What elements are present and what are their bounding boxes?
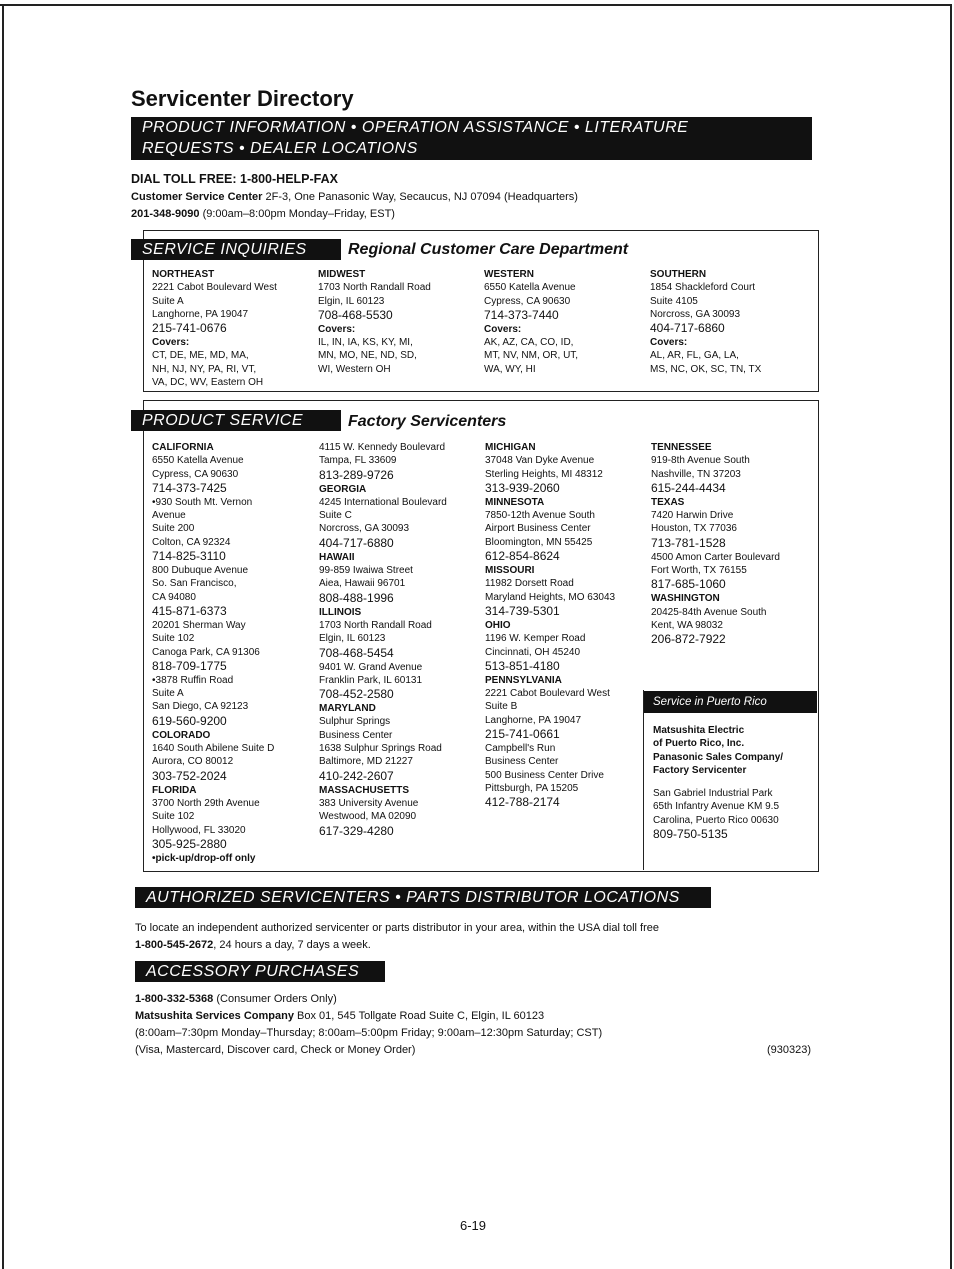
address-line: 500 Business Center Drive: [485, 769, 604, 781]
address-line: 7420 Harwin Drive: [651, 510, 734, 522]
address-line: Cypress, CA 90630: [484, 295, 571, 307]
address-line: Cypress, CA 90630: [152, 468, 239, 480]
address-line: •3878 Ruffin Road: [152, 674, 234, 686]
address-line: 1638 Sulphur Springs Road: [319, 743, 442, 755]
state-heading: MINNESOTA: [485, 496, 545, 508]
address-line: 20201 Sherman Way: [152, 619, 246, 631]
address-line: 2221 Cabot Boulevard West: [485, 688, 610, 700]
address-line: Franklin Park, IL 60131: [319, 674, 423, 686]
covers-line: MN, MO, NE, ND, SD,: [318, 350, 417, 362]
address-line: Campbell's Run: [485, 743, 556, 755]
service-inquiries-label: SERVICE INQUIRIES: [131, 239, 341, 260]
accessory-phone: 1-800-332-5368: [135, 993, 214, 1005]
covers-line: VA, DC, WV, Eastern OH: [152, 377, 264, 389]
region-name: SOUTHERN: [650, 269, 707, 280]
region-name: WESTERN: [484, 269, 534, 280]
address-line: 1640 South Abilene Suite D: [152, 743, 275, 755]
address-line: Bloomington, MN 55425: [485, 536, 593, 548]
address-line: Sulphur Springs: [319, 716, 391, 728]
region-name: NORTHEAST: [152, 269, 215, 280]
address-line: Hollywood, FL 33020: [152, 824, 246, 836]
state-heading: GEORGIA: [319, 483, 367, 495]
address-line: Suite 4105: [650, 295, 698, 307]
address-line: Elgin, IL 60123: [318, 295, 385, 307]
state-heading: MASSACHUSETTS: [319, 784, 410, 796]
product-service-label: PRODUCT SERVICE: [131, 410, 341, 431]
covers-line: MS, NC, OK, SC, TN, TX: [650, 363, 762, 375]
covers-label: Covers:: [318, 323, 356, 335]
region-name: MIDWEST: [318, 269, 366, 280]
phone-number: 410-242-2607: [319, 768, 394, 783]
phone-number: 215-741-0676: [152, 321, 227, 336]
state-heading: OHIO: [485, 619, 511, 631]
covers-line: AK, AZ, CA, CO, ID,: [484, 337, 574, 349]
accessory-company: Matsushita Services Company: [135, 1010, 294, 1022]
address-line: 6550 Katella Avenue: [152, 455, 244, 467]
address-line: Westwood, MA 02090: [319, 811, 417, 823]
address-line: Maryland Heights, MO 63043: [485, 591, 616, 603]
address-line: 11982 Dorsett Road: [485, 578, 574, 590]
phone-number: 404-717-6880: [319, 535, 394, 550]
address-line: 37048 Van Dyke Avenue: [485, 455, 595, 467]
authorized-bar: AUTHORIZED SERVICENTERS • PARTS DISTRIBUTOR LOCATIONS: [135, 887, 711, 908]
address-line: 3700 North 29th Avenue: [152, 797, 260, 809]
state-heading: CALIFORNIA: [152, 442, 214, 453]
servicenter-column: [485, 441, 645, 810]
address-line: Suite A: [152, 295, 184, 307]
covers-line: WA, WY, HI: [484, 363, 536, 375]
address-line: 383 University Avenue: [319, 797, 419, 809]
address-line: 1703 North Randall Road: [318, 282, 431, 294]
phone-number: 708-468-5530: [318, 307, 393, 322]
covers-line: AL, AR, FL, GA, LA,: [650, 350, 739, 362]
state-heading: MISSOURI: [485, 565, 535, 577]
phone-number: 404-717-6860: [650, 321, 725, 336]
phone-number: 412-788-2174: [485, 795, 560, 810]
state-heading: MARYLAND: [319, 703, 376, 715]
address-line: Tampa, FL 33609: [319, 455, 397, 467]
phone-number: 817-685-1060: [651, 577, 726, 592]
address-line: CA 94080: [152, 591, 196, 603]
headquarters-info: [131, 189, 578, 223]
address-line: 6550 Katella Avenue: [484, 282, 576, 294]
state-heading: TENNESSEE: [651, 442, 712, 453]
address-line: So. San Francisco,: [152, 578, 237, 590]
region-column: [152, 268, 312, 389]
address-line: 800 Dubuque Avenue: [152, 565, 249, 577]
phone-number: 713-781-1528: [651, 535, 726, 550]
state-heading: TEXAS: [651, 496, 685, 508]
accessory-address: Box 01, 545 Tollgate Road Suite C, Elgin, IL 60123: [293, 1010, 545, 1022]
covers-label: Covers:: [484, 323, 522, 335]
covers-label: Covers:: [152, 337, 190, 349]
address-line: 919-8th Avenue South: [651, 455, 750, 467]
address-line: •930 South Mt. Vernon: [152, 496, 253, 508]
covers-line: NH, NJ, NY, PA, RI, VT,: [152, 363, 257, 375]
address-line: Carolina, Puerto Rico 00630: [653, 814, 779, 826]
address-line: 4245 International Boulevard: [319, 496, 447, 508]
address-line: 7850-12th Avenue South: [485, 510, 595, 522]
servicenter-column: [319, 441, 479, 839]
authorized-phone: 1-800-545-2672: [135, 939, 214, 951]
address-line: Aurora, CO 80012: [152, 756, 234, 768]
address-line: 2221 Cabot Boulevard West: [152, 282, 277, 294]
address-line: Business Center: [485, 756, 559, 768]
covers-line: CT, DE, ME, MD, MA,: [152, 350, 249, 362]
address-line: Norcross, GA 30093: [319, 523, 410, 535]
puerto-rico-bar: Service in Puerto Rico: [644, 691, 817, 713]
state-heading: PENNSYLVANIA: [485, 674, 562, 686]
state-heading: •pick-up/drop-off only: [152, 852, 256, 864]
page-number: 6-19: [460, 1218, 487, 1233]
address-line: 4115 W. Kennedy Boulevard: [319, 442, 446, 453]
page-border: [2, 4, 4, 1269]
address-line: Sterling Heights, MI 48312: [485, 468, 603, 480]
servicenter-column: [152, 441, 312, 865]
company-name-line: Panasonic Sales Company/: [653, 751, 784, 763]
phone-number: 305-925-2880: [152, 836, 227, 851]
address-line: Baltimore, MD 21227: [319, 756, 413, 768]
company-name-line: of Puerto Rico, Inc.: [653, 738, 745, 750]
address-line: Suite 200: [152, 523, 195, 535]
company-name-line: Matsushita Electric: [653, 725, 745, 736]
address-line: Cincinnati, OH 45240: [485, 646, 581, 658]
address-line: 65th Infantry Avenue KM 9.5: [653, 801, 780, 813]
region-column: [484, 268, 644, 376]
hq-phone: 201-348-9090: [131, 208, 200, 220]
address-line: Suite 102: [152, 633, 195, 645]
phone-number: 314-739-5301: [485, 603, 560, 618]
phone-number: 415-871-6373: [152, 603, 227, 618]
hq-address: 2F-3, One Panasonic Way, Secaucus, NJ 07094 (Headquarters): [262, 191, 578, 203]
address-line: Suite 102: [152, 811, 195, 823]
phone-number: 206-872-7922: [651, 632, 726, 647]
phone-number: 313-939-2060: [485, 480, 560, 495]
address-line: 20425-84th Avenue South: [651, 606, 767, 618]
accessory-bar: ACCESSORY PURCHASES: [135, 961, 385, 982]
accessory-hours: (8:00am–7:30pm Monday–Thursday; 8:00am–5:00pm Friday; 9:00am–12:30pm Saturday; CST): [135, 1027, 603, 1039]
address-line: 1703 North Randall Road: [319, 619, 432, 631]
region-column: [318, 268, 478, 376]
address-line: 99-859 Iwaiwa Street: [319, 565, 413, 577]
state-heading: MICHIGAN: [485, 442, 536, 453]
state-heading: ILLINOIS: [319, 606, 362, 618]
address-line: Aiea, Hawaii 96701: [319, 578, 406, 590]
address-line: Avenue: [152, 510, 186, 522]
address-line: Canoga Park, CA 91306: [152, 646, 260, 658]
phone-number: 813-289-9726: [319, 467, 394, 482]
phone-number: 303-752-2024: [152, 768, 227, 783]
page-border: [950, 4, 952, 1269]
covers-line: MT, NV, NM, OR, UT,: [484, 350, 579, 362]
address-line: Langhorne, PA 19047: [485, 714, 582, 726]
phone-number: 714-373-7440: [484, 307, 559, 322]
address-line: 1196 W. Kemper Road: [485, 633, 586, 645]
phone-number: 708-468-5454: [319, 645, 394, 660]
address-line: Elgin, IL 60123: [319, 633, 386, 645]
state-heading: COLORADO: [152, 729, 211, 741]
phone-number: 615-244-4434: [651, 480, 726, 495]
accessory-payment: (Visa, Mastercard, Discover card, Check or Money Order): [135, 1044, 416, 1056]
spacer: [653, 777, 813, 787]
address-line: Nashville, TN 37203: [651, 468, 741, 480]
puerto-rico-info: [653, 724, 813, 842]
header-bar-line: REQUESTS • DEALER LOCATIONS: [142, 140, 418, 157]
product-service-title: Factory Servicenters: [348, 413, 507, 430]
authorized-text-line: To locate an independent authorized servicenter or parts distributor in your area, within the USA dial toll free: [135, 922, 660, 934]
phone-number: 612-854-8624: [485, 549, 560, 564]
header-bar-line: PRODUCT INFORMATION • OPERATION ASSISTANCE • LITERATURE: [142, 119, 689, 136]
covers-label: Covers:: [650, 337, 688, 349]
address-line: Airport Business Center: [485, 523, 591, 535]
address-line: San Diego, CA 92123: [152, 701, 249, 713]
accessory-text: [135, 991, 825, 1059]
phone-number: 617-329-4280: [319, 823, 394, 838]
address-line: Suite A: [152, 688, 184, 700]
state-heading: WASHINGTON: [651, 593, 720, 605]
company-name-line: Factory Servicenter: [653, 764, 747, 776]
address-line: 1854 Shackleford Court: [650, 282, 756, 294]
phone-number: 714-825-3110: [152, 549, 226, 564]
phone-number: 215-741-0661: [485, 727, 560, 742]
address-line: Fort Worth, TX 76155: [651, 565, 747, 577]
address-line: Suite C: [319, 510, 352, 522]
phone-number: 708-452-2580: [319, 687, 394, 702]
document-code: (930323): [767, 1044, 812, 1056]
address-line: Norcross, GA 30093: [650, 308, 741, 320]
header-bar: [131, 117, 812, 160]
authorized-text-line: , 24 hours a day, 7 days a week.: [213, 939, 371, 951]
covers-line: WI, Western OH: [318, 363, 391, 375]
address-line: Langhorne, PA 19047: [152, 308, 249, 320]
address-line: Houston, TX 77036: [651, 523, 737, 535]
toll-free-number: DIAL TOLL FREE: 1-800-HELP-FAX: [131, 172, 338, 186]
address-line: Colton, CA 92324: [152, 536, 231, 548]
phone-number: 809-750-5135: [653, 827, 728, 842]
address-line: Business Center: [319, 729, 393, 741]
state-heading: HAWAII: [319, 551, 355, 563]
hq-hours: (9:00am–8:00pm Monday–Friday, EST): [199, 208, 395, 220]
state-heading: FLORIDA: [152, 784, 197, 796]
address-line: 4500 Amon Carter Boulevard: [651, 551, 780, 563]
covers-line: IL, IN, IA, KS, KY, MI,: [318, 337, 413, 349]
phone-number: 714-373-7425: [152, 480, 227, 495]
divider: [643, 690, 644, 870]
region-column: [650, 268, 810, 376]
phone-number: 818-709-1775: [152, 658, 227, 673]
phone-number: 513-851-4180: [485, 658, 560, 673]
address-line: Pittsburgh, PA 15205: [485, 782, 579, 794]
hq-label: Customer Service Center: [131, 191, 263, 203]
phone-number: 619-560-9200: [152, 713, 227, 728]
phone-number: 808-488-1996: [319, 590, 394, 605]
address-line: 9401 W. Grand Avenue: [319, 661, 423, 673]
accessory-phone-note: (Consumer Orders Only): [213, 993, 337, 1005]
address-line: Kent, WA 98032: [651, 619, 723, 631]
page-border: [0, 4, 950, 6]
page-title: Servicenter Directory: [131, 86, 354, 111]
service-inquiries-title: Regional Customer Care Department: [348, 241, 629, 258]
address-line: Suite B: [485, 701, 518, 713]
address-line: San Gabriel Industrial Park: [653, 788, 773, 800]
authorized-text: [135, 920, 775, 954]
servicenter-column: [651, 441, 811, 647]
